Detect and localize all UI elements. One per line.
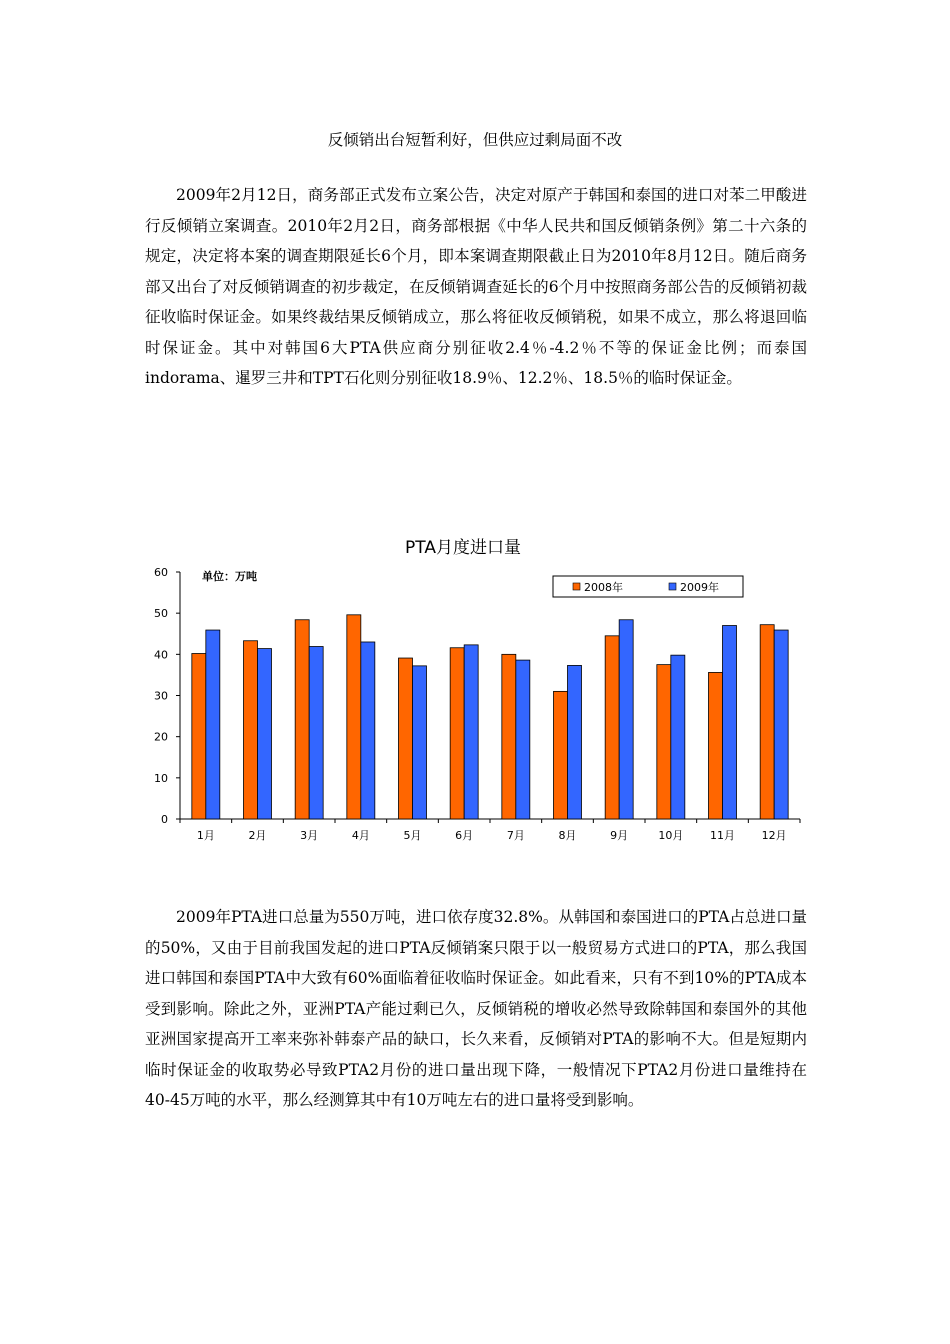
y-tick-label: 60 (154, 566, 168, 579)
x-tick-label: 5月 (403, 829, 422, 842)
y-tick-label: 30 (154, 689, 168, 703)
y-tick-label: 0 (161, 813, 168, 826)
bar-series1 (605, 636, 619, 819)
y-tick-label: 20 (154, 730, 168, 744)
y-tick-label: 10 (154, 771, 168, 785)
x-tick-label: 7月 (506, 829, 525, 842)
bar-series2 (258, 649, 272, 819)
bar-series2 (206, 630, 220, 819)
chart-container (140, 525, 820, 860)
unit-label: 单位：万吨 (202, 570, 257, 583)
x-tick-label: 1月 (196, 829, 215, 842)
bar-series1 (347, 615, 361, 819)
legend-swatch (573, 583, 580, 590)
legend-label: 2009年 (680, 581, 719, 594)
bar-series1 (760, 625, 774, 819)
y-tick-label: 50 (154, 607, 168, 621)
bar-series2 (516, 660, 530, 819)
bar-series1 (450, 648, 464, 819)
legend-swatch (669, 583, 676, 590)
bar-series1 (554, 691, 568, 819)
bar-chart (140, 525, 820, 860)
bar-series1 (399, 658, 413, 819)
bar-series1 (244, 641, 258, 819)
x-tick-label: 9月 (610, 829, 629, 842)
legend-label: 2008年 (584, 581, 623, 594)
chart-legend (553, 576, 743, 597)
chart-bars (192, 615, 788, 819)
bar-series2 (413, 666, 427, 819)
bar-series2 (309, 647, 323, 819)
bar-series1 (657, 665, 671, 819)
bar-series2 (464, 645, 478, 819)
bar-series1 (502, 654, 516, 819)
bar-series2 (361, 642, 375, 819)
bar-series2 (671, 655, 685, 819)
x-tick-label: 11月 (710, 829, 735, 842)
bar-series2 (723, 626, 737, 819)
x-tick-label: 8月 (558, 829, 577, 842)
x-tick-label: 12月 (761, 829, 787, 842)
bar-series1 (295, 620, 309, 819)
x-tick-label: 3月 (300, 829, 319, 842)
paragraph-intro: 2009年2月12日，商务部正式发布立案公告，决定对原产于韩国和泰国的进口对苯二甲酸进行反倾销立案调查。2010年2月2日，商务部根据《中华人民共和国反倾销条例》第二十六条的规定，决定将本案的调查期限延长6个月，即本案调查期限截止日为2010年8月12日。随后商务部又出台了对反倾销调查的初步裁定，在反倾销调查延长的6个月中按照商务部公告的反倾销初裁征收临时保证金。如果终裁结果反倾销成立，那么将征收反倾销税，如果不成立，那么将退回临时保证金。其中对韩国6大PTA供应商分别征收2.4％-4.2％不等的保证金比例；而泰国indorama、暹罗三井和TPT石化则分别征收18.9％、12.2％、18.5％的临时保证金。 (145, 186, 807, 387)
x-tick-label: 2月 (248, 829, 267, 842)
x-tick-label: 10月 (658, 829, 684, 842)
bar-series1 (192, 654, 206, 819)
paragraph-analysis: 2009年PTA进口总量为550万吨，进口依存度32.8%。从韩国和泰国进口的PTA占总进口量的50%，又由于目前我国发起的进口PTA反倾销案只限于以一般贸易方式进口的PTA，那么我国进口韩国和泰国PTA中大致有60%面临着征收临时保证金。如此看来，只有不到10%的PTA成本受到影响。除此之外，亚洲PTA产能过剩已久，反倾销税的增收必然导致除韩国和泰国外的其他亚洲国家提高开工率来弥补韩泰产品的缺口，长久来看，反倾销对PTA的影响不大。但是短期内临时保证金的收取势必导致PTA2月份的进口量出现下降，一般情况下PTA2月份进口量维持在40-45万吨的水平，那么经测算其中有10万吨左右的进口量将受到影响。 (145, 908, 807, 1109)
bar-series2 (619, 620, 633, 819)
x-tick-label: 4月 (351, 829, 370, 842)
bar-series1 (709, 672, 723, 819)
document-title: 反倾销出台短暂利好，但供应过剩局面不改 (327, 131, 623, 149)
bar-series2 (774, 630, 788, 819)
bar-series2 (568, 665, 582, 819)
x-tick-label: 6月 (455, 829, 474, 842)
y-tick-label: 40 (154, 648, 168, 662)
chart-title: PTA月度进口量 (405, 538, 521, 558)
